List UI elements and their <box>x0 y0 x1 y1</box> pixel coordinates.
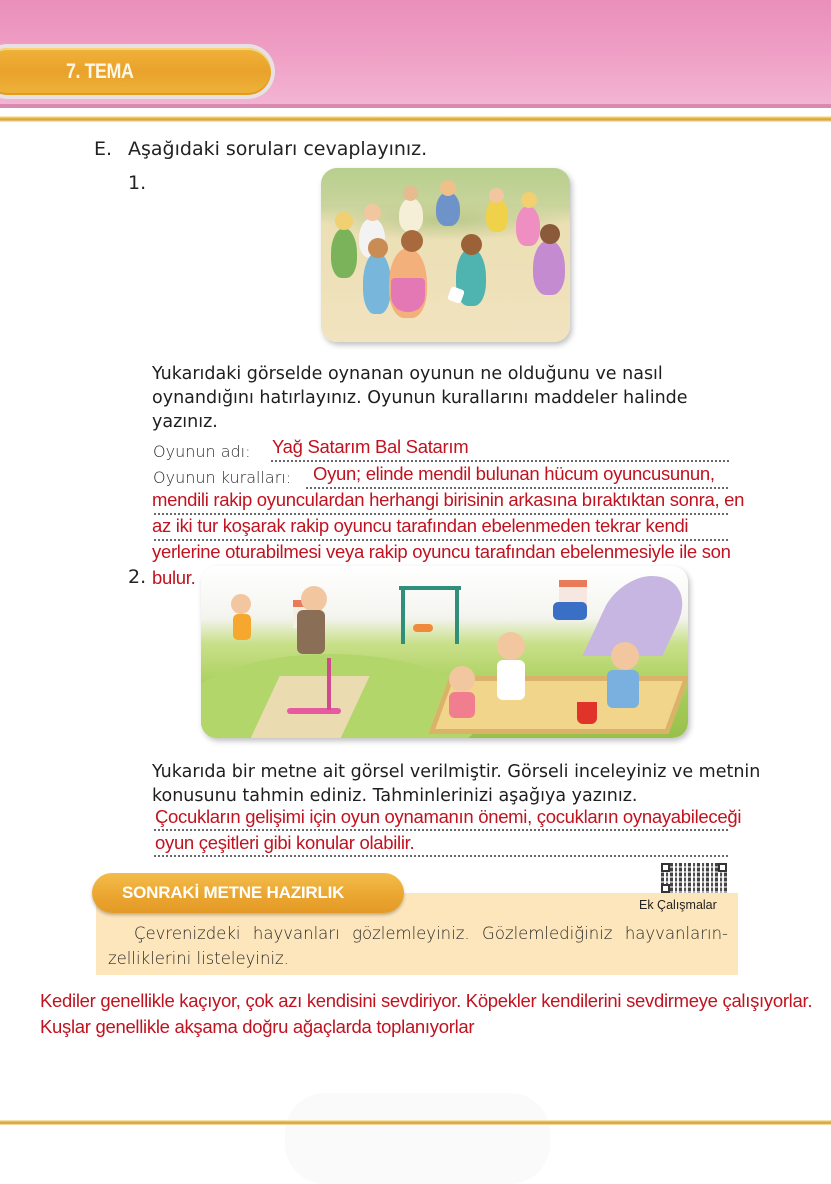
game-name-answer: Yağ Satarım Bal Satarım <box>272 436 469 457</box>
question-1-number: 1. <box>128 172 147 194</box>
game-rules-answer-line: mendili rakip oyunculardan herhangi birisinin arkasına bıraktıktan sonra, en <box>152 489 745 510</box>
theme-badge <box>0 44 275 99</box>
toy-car <box>553 602 587 620</box>
next-text-prep-title: SONRAKİ METNE HAZIRLIK <box>122 883 345 902</box>
child-figure <box>331 228 357 278</box>
theme-label: 7. TEMA <box>66 60 134 83</box>
game-rules-answer-line: bulur. <box>152 567 196 588</box>
qr-code-icon[interactable] <box>661 863 727 893</box>
game-rules-label: Oyunun kuralları: <box>153 468 292 487</box>
header-divider <box>0 116 831 122</box>
slide <box>582 576 688 656</box>
prediction-answer-line: Çocukların gelişimi için oyun oynamanın önemi, çocukların oynayabileceği <box>155 806 742 827</box>
child-figure <box>533 240 565 295</box>
child-figure <box>399 198 423 232</box>
game-name-label: Oyunun adı: <box>153 442 251 461</box>
next-text-prep-instructions: Çevrenizdeki hayvanları gözlemleyiniz. Gözlemlediğiniz hayvanların- zelliklerini listeleyiniz. <box>108 924 728 968</box>
question-2-prompt: Yukarıda bir metne ait görsel verilmiştir. Görseli inceleyiniz ve metnin konusunu tahmin ediniz. Tahminlerinizi aşağıya yazınız. <box>152 762 761 806</box>
game-rules-answer-line: Oyun; elinde mendil bulunan hücum oyuncusunun, <box>313 463 715 484</box>
scooter <box>287 708 341 714</box>
watermark <box>285 1093 550 1184</box>
section-title-text: Aşağıdaki soruları cevaplayınız. <box>128 138 428 160</box>
footer-divider <box>0 1120 831 1125</box>
question-1-prompt: Yukarıdaki görselde oynanan oyunun ne olduğunu ve nasıl oynandığını hatırlayınız. Oyunun kurallarını maddeler halinde yazınız. <box>152 364 688 432</box>
question-1-illustration <box>321 168 570 342</box>
game-rules-answer-line: yerlerine oturabilmesi veya rakip oyuncu tarafından ebelenmesiyle ile son <box>152 541 731 562</box>
child-figure <box>363 252 391 314</box>
section-title <box>94 138 427 160</box>
child-figure <box>516 206 540 246</box>
animals-observation-answer: Kediler genellikle kaçıyor, çok azı kendisini sevdiriyor. Köpekler kendilerini sevdirmeye çalışıyorlar. Kuşlar genellikle akşama doğru ağaçlarda toplanıyorlar <box>40 990 813 1037</box>
swing-post <box>401 588 405 644</box>
game-rules-answer-line: az iki tur koşarak rakip oyuncu tarafından ebelenmeden tekrar kendi <box>152 515 689 536</box>
child-head <box>231 594 251 614</box>
question-2-number: 2. <box>128 566 147 588</box>
section-letter: E. <box>94 138 113 160</box>
prediction-answer-line: oyun çeşitleri gibi konular olabilir. <box>155 832 415 853</box>
child-figure <box>486 198 508 232</box>
swing-seat <box>413 624 433 632</box>
extra-exercises-label[interactable]: Ek Çalışmalar <box>639 898 717 912</box>
next-text-prep-tab <box>92 873 404 913</box>
child-figure <box>436 192 460 226</box>
question-2-illustration <box>201 566 688 738</box>
sand-bucket <box>577 702 597 724</box>
